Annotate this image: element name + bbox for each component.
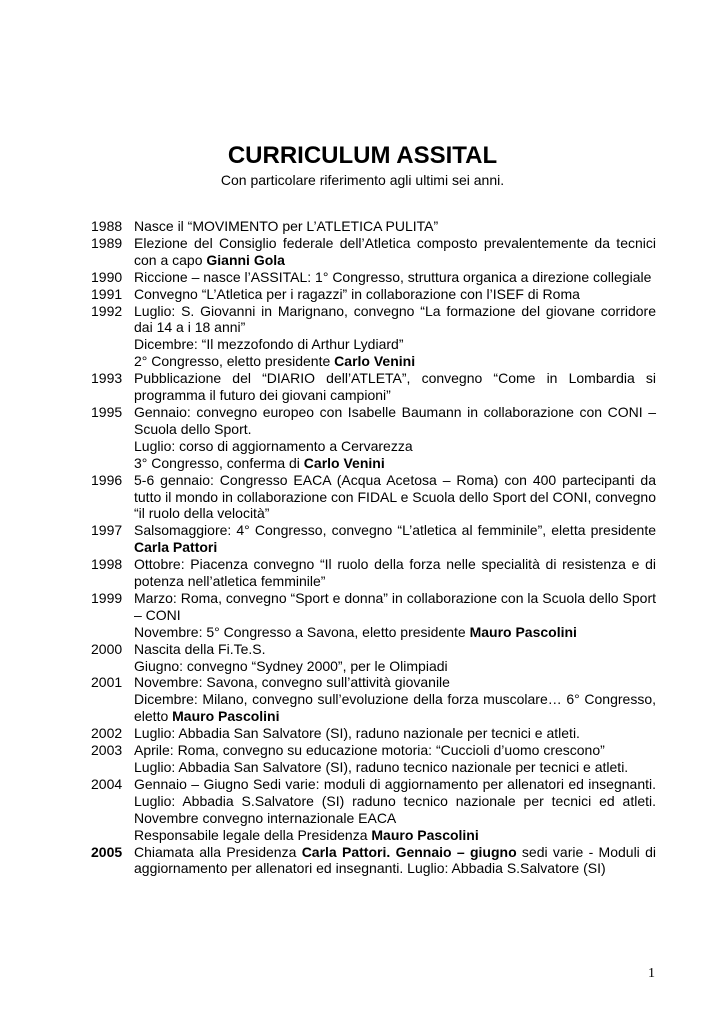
bold-name: Gianni Gola: [206, 251, 285, 268]
entry-year: 1993: [91, 370, 123, 387]
entry-year: 2005: [91, 843, 123, 860]
entry-content: [134, 286, 656, 303]
entry-content: [134, 742, 656, 776]
text-run: 5-6 gennaio: Congresso EACA (Acqua Acetosa – Roma) con 400 partecipanti da tutto il mondo in collaborazione con FIDAL e Scuola dello Sport del CONI, convegno “il ruolo della velocità”: [134, 471, 656, 522]
entry-paragraph: [134, 303, 656, 337]
entry-paragraph: [134, 827, 656, 844]
entry-year: 1996: [91, 471, 123, 488]
text-run: Salsomaggiore: 4° Congresso, convegno “L’atletica al femminile”, eletta presidente: [134, 522, 656, 539]
entry-content: [134, 370, 656, 404]
timeline-entry: [91, 269, 656, 286]
timeline-entry: [91, 844, 656, 878]
entry-paragraph: [134, 844, 656, 878]
entry-paragraph: [134, 522, 656, 556]
entry-year: 1999: [91, 589, 123, 606]
text-run: 3° Congresso, conferma di: [134, 454, 304, 471]
entry-paragraph: [134, 590, 656, 624]
entry-paragraph: [134, 725, 656, 742]
entry-paragraph: [134, 370, 656, 404]
text-run: Riccione – nasce l’ASSITAL: 1° Congresso, struttura organica a direzione collegiale: [134, 268, 652, 285]
timeline-entry: [91, 725, 656, 742]
entry-paragraph: [134, 556, 656, 590]
text-run: Dicembre: Milano, convegno sull’evoluzione della forza muscolare… 6° Congresso, eletto: [134, 691, 656, 725]
bold-name: Carlo Venini: [303, 454, 385, 471]
entry-content: [134, 590, 656, 641]
text-run: Pubblicazione del “DIARIO dell’ATLETA”, convegno “Come in Lombardia si programma il futuro dei giovani campioni”: [134, 370, 656, 404]
entry-year: 2000: [91, 640, 123, 657]
entry-content: [134, 235, 656, 269]
text-run: Responsabile legale della Presidenza: [134, 826, 372, 843]
entry-paragraph: [134, 455, 656, 472]
timeline-entry: [91, 742, 656, 776]
entry-content: [134, 725, 656, 742]
bold-name: Mauro Pascolini: [371, 826, 479, 843]
bold-name: Carla Pattori.: [301, 843, 391, 860]
timeline-entry: [91, 303, 656, 371]
timeline-entry: [91, 641, 656, 675]
timeline-entry: [91, 556, 656, 590]
entry-content: [134, 674, 656, 725]
entry-year: 2002: [91, 725, 123, 742]
entry-paragraph: [134, 759, 656, 776]
entry-year: 1995: [91, 403, 123, 420]
timeline-entry: [91, 590, 656, 641]
bold-name: Mauro Pascolini: [469, 623, 577, 640]
text-run: Nasce il “MOVIMENTO per L’ATLETICA PULITA”: [134, 218, 439, 234]
text-run: Dicembre: “Il mezzofondo di Arthur Lydiard”: [134, 336, 404, 353]
entry-year: 1991: [91, 285, 123, 302]
entry-year: 2003: [91, 742, 123, 759]
timeline-entry: [91, 370, 656, 404]
text-run: Nascita della Fi.Te.S.: [134, 640, 266, 657]
text-run: Marzo: Roma, convegno “Sport e donna” in collaborazione con la Scuola dello Sport – CONI: [134, 589, 656, 623]
entry-paragraph: [134, 641, 656, 658]
entry-content: [134, 472, 656, 523]
timeline-entry: [91, 404, 656, 472]
entry-paragraph: [134, 404, 656, 438]
entry-paragraph: [134, 472, 656, 523]
text-run: Luglio: corso di aggiornamento a Cervarezza: [134, 437, 413, 454]
entry-content: [134, 218, 656, 235]
timeline-entry: [91, 472, 656, 523]
entry-content: [134, 269, 656, 286]
entry-paragraph: [134, 286, 656, 303]
page-title: CURRICULUM ASSITAL: [227, 142, 498, 169]
entry-year: 1988: [91, 218, 123, 234]
entry-paragraph: [134, 269, 656, 286]
bold-name: Carla Pattori: [134, 539, 218, 556]
entry-year: 1989: [91, 234, 123, 251]
text-run: Convegno “L’Atletica per i ragazzi” in collaborazione con l’ISEF di Roma: [134, 285, 580, 302]
entry-year: 1992: [91, 302, 123, 319]
timeline-entry: [91, 286, 656, 303]
entry-paragraph: [134, 353, 656, 370]
entry-paragraph: [134, 624, 656, 641]
bold-name: Mauro Pascolini: [172, 708, 280, 725]
entry-content: [134, 776, 656, 844]
entry-year: 2004: [91, 775, 123, 792]
timeline-list: [91, 218, 656, 877]
text-run: 2° Congresso, eletto presidente: [134, 353, 335, 370]
entry-year: 1997: [91, 522, 123, 539]
entry-paragraph: [134, 674, 656, 691]
text-run: Novembre: 5° Congresso a Savona, eletto presidente: [134, 623, 470, 640]
entry-content: [134, 556, 656, 590]
entry-content: [134, 522, 656, 556]
entry-content: [134, 641, 656, 675]
text-run: Luglio: S. Giovanni in Marignano, convegno “La formazione del giovane corridore dai 14 a i 18 anni”: [134, 302, 656, 336]
entry-paragraph: [134, 218, 656, 235]
entry-paragraph: [134, 658, 656, 675]
entry-content: [134, 303, 656, 371]
entry-year: 1990: [91, 268, 123, 285]
entry-paragraph: [134, 438, 656, 455]
timeline-entry: [91, 235, 656, 269]
entry-paragraph: [134, 336, 656, 353]
text-run: Elezione del Consiglio federale dell’Atletica composto prevalentemente da tecnici con a capo: [134, 234, 656, 268]
entry-year: 2001: [91, 674, 123, 691]
text-run: Gennaio – Giugno Sedi varie: moduli di aggiornamento per allenatori ed insegnanti. Luglio: Abbadia S.Salvatore (SI) raduno tecnico nazionale per tecnici ed atleti. Novembre convegno internazionale EACA: [134, 775, 656, 826]
text-run: Novembre: Savona, convegno sull’attività giovanile: [134, 674, 450, 691]
page-subtitle: Con particolare riferimento agli ultimi sei anni.: [220, 172, 505, 188]
entry-paragraph: [134, 691, 656, 725]
text-run: Luglio: Abbadia San Salvatore (SI), raduno tecnico nazionale per tecnici e atleti.: [134, 759, 629, 775]
timeline-entry: [91, 522, 656, 556]
text-run: Gennaio: convegno europeo con Isabelle Baumann in collaborazione con CONI – Scuola dello Sport.: [134, 403, 656, 437]
text-run: Aprile: Roma, convegno su educazione motoria: “Cuccioli d’uomo crescono”: [134, 742, 605, 759]
timeline-entry: [91, 776, 656, 844]
entry-content: [134, 844, 656, 878]
text-run: Luglio: Abbadia San Salvatore (SI), raduno nazionale per tecnici e atleti.: [134, 725, 580, 742]
timeline-entry: [91, 674, 656, 725]
text-run: sedi varie - Moduli di aggiornamento per allenatori ed insegnanti. Luglio: Abbadia S.Salvatore (SI): [134, 843, 656, 877]
page-number: 1: [648, 966, 655, 981]
timeline-entry: [91, 218, 656, 235]
bold-name: Gennaio – giugno: [395, 843, 517, 860]
text-run: Chiamata alla Presidenza: [134, 843, 302, 860]
entry-year: 1998: [91, 556, 123, 573]
text-run: Ottobre: Piacenza convegno “Il ruolo della forza nelle specialità di resistenza e di potenza nell’atletica femminile”: [134, 556, 656, 590]
entry-paragraph: [134, 776, 656, 827]
entry-content: [134, 404, 656, 472]
entry-paragraph: [134, 742, 656, 759]
entry-paragraph: [134, 235, 656, 269]
bold-name: Carlo Venini: [334, 353, 416, 370]
text-run: Giugno: convegno “Sydney 2000”, per le Olimpiadi: [134, 657, 448, 674]
